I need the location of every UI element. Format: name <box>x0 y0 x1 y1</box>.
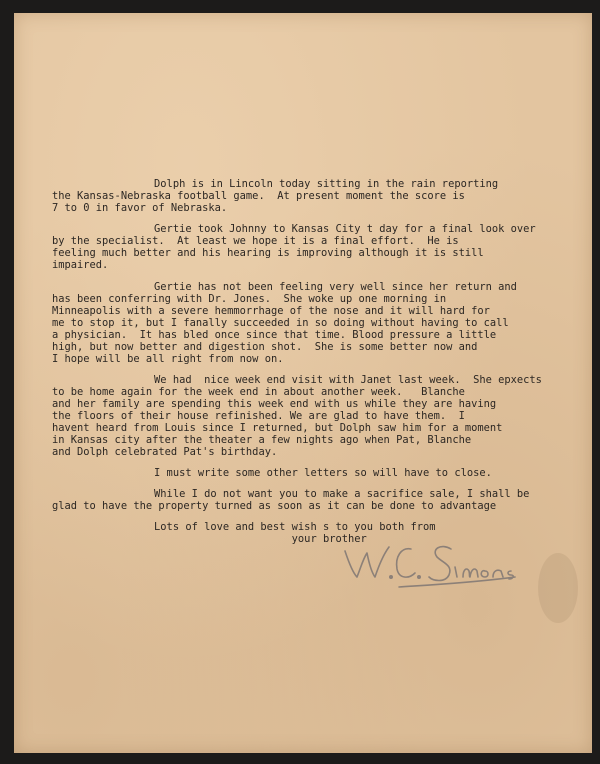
letter-line: Gertie took Johnny to Kansas City t day for a final look over <box>104 223 536 235</box>
letter-line: impaired. <box>52 259 109 271</box>
letter-body <box>14 13 592 753</box>
letter-line: by the specialist. At least we hope it is a final effort. He is <box>52 235 459 247</box>
letter-line: I hope will be all right from now on. <box>52 353 284 365</box>
letter-line: glad to have the property turned as soon as it can be done to advantage <box>52 500 497 512</box>
letter-line: has been conferring with Dr. Jones. She woke up one morning in <box>52 293 447 305</box>
letter-line: Gertie has not been feeling very well since her return and <box>104 281 517 293</box>
letter-line: While I do not want you to make a sacrifice sale, I shall be <box>104 488 530 500</box>
letter-line: the floors of their house refinished. We are glad to have them. I <box>52 410 465 422</box>
letter-line: the Kansas-Nebraska football game. At present moment the score is <box>52 190 465 202</box>
letter-closing-line: your brother <box>104 533 367 545</box>
letter-line: Minneapolis with a severe hemmorrhage of the nose and it will hard for <box>52 305 490 317</box>
letter-line: and her family are spending this week end with us while they are having <box>52 398 497 410</box>
handwritten-signature <box>339 533 529 595</box>
letter-line: We had nice week end visit with Janet last week. She epxects <box>104 374 542 386</box>
letter-line: to be home again for the week end in about another week. Blanche <box>52 386 465 398</box>
letter-paper <box>14 13 592 753</box>
letter-line: a physician. It has bled once since that time. Blood pressure a little <box>52 329 497 341</box>
letter-line: and Dolph celebrated Pat's birthday. <box>52 446 278 458</box>
letter-line: high, but now better and digestion shot. She is some better now and <box>52 341 478 353</box>
letter-line: 7 to 0 in favor of Nebraska. <box>52 202 228 214</box>
letter-closing-line: Lots of love and best wish s to you both from <box>104 521 436 533</box>
letter-line: in Kansas city after the theater a few nights ago when Pat, Blanche <box>52 434 472 446</box>
letter-line: me to stop it, but I fanally succeeded in so doing without having to call <box>52 317 509 329</box>
letter-line: feeling much better and his hearing is improving although it is still <box>52 247 484 259</box>
signature-image <box>339 533 529 595</box>
letter-line: I must write some other letters so will have to close. <box>104 467 492 479</box>
letter-line: Dolph is in Lincoln today sitting in the rain reporting <box>104 178 499 190</box>
letter-line: havent heard from Louis since I returned, but Dolph saw him for a moment <box>52 422 503 434</box>
